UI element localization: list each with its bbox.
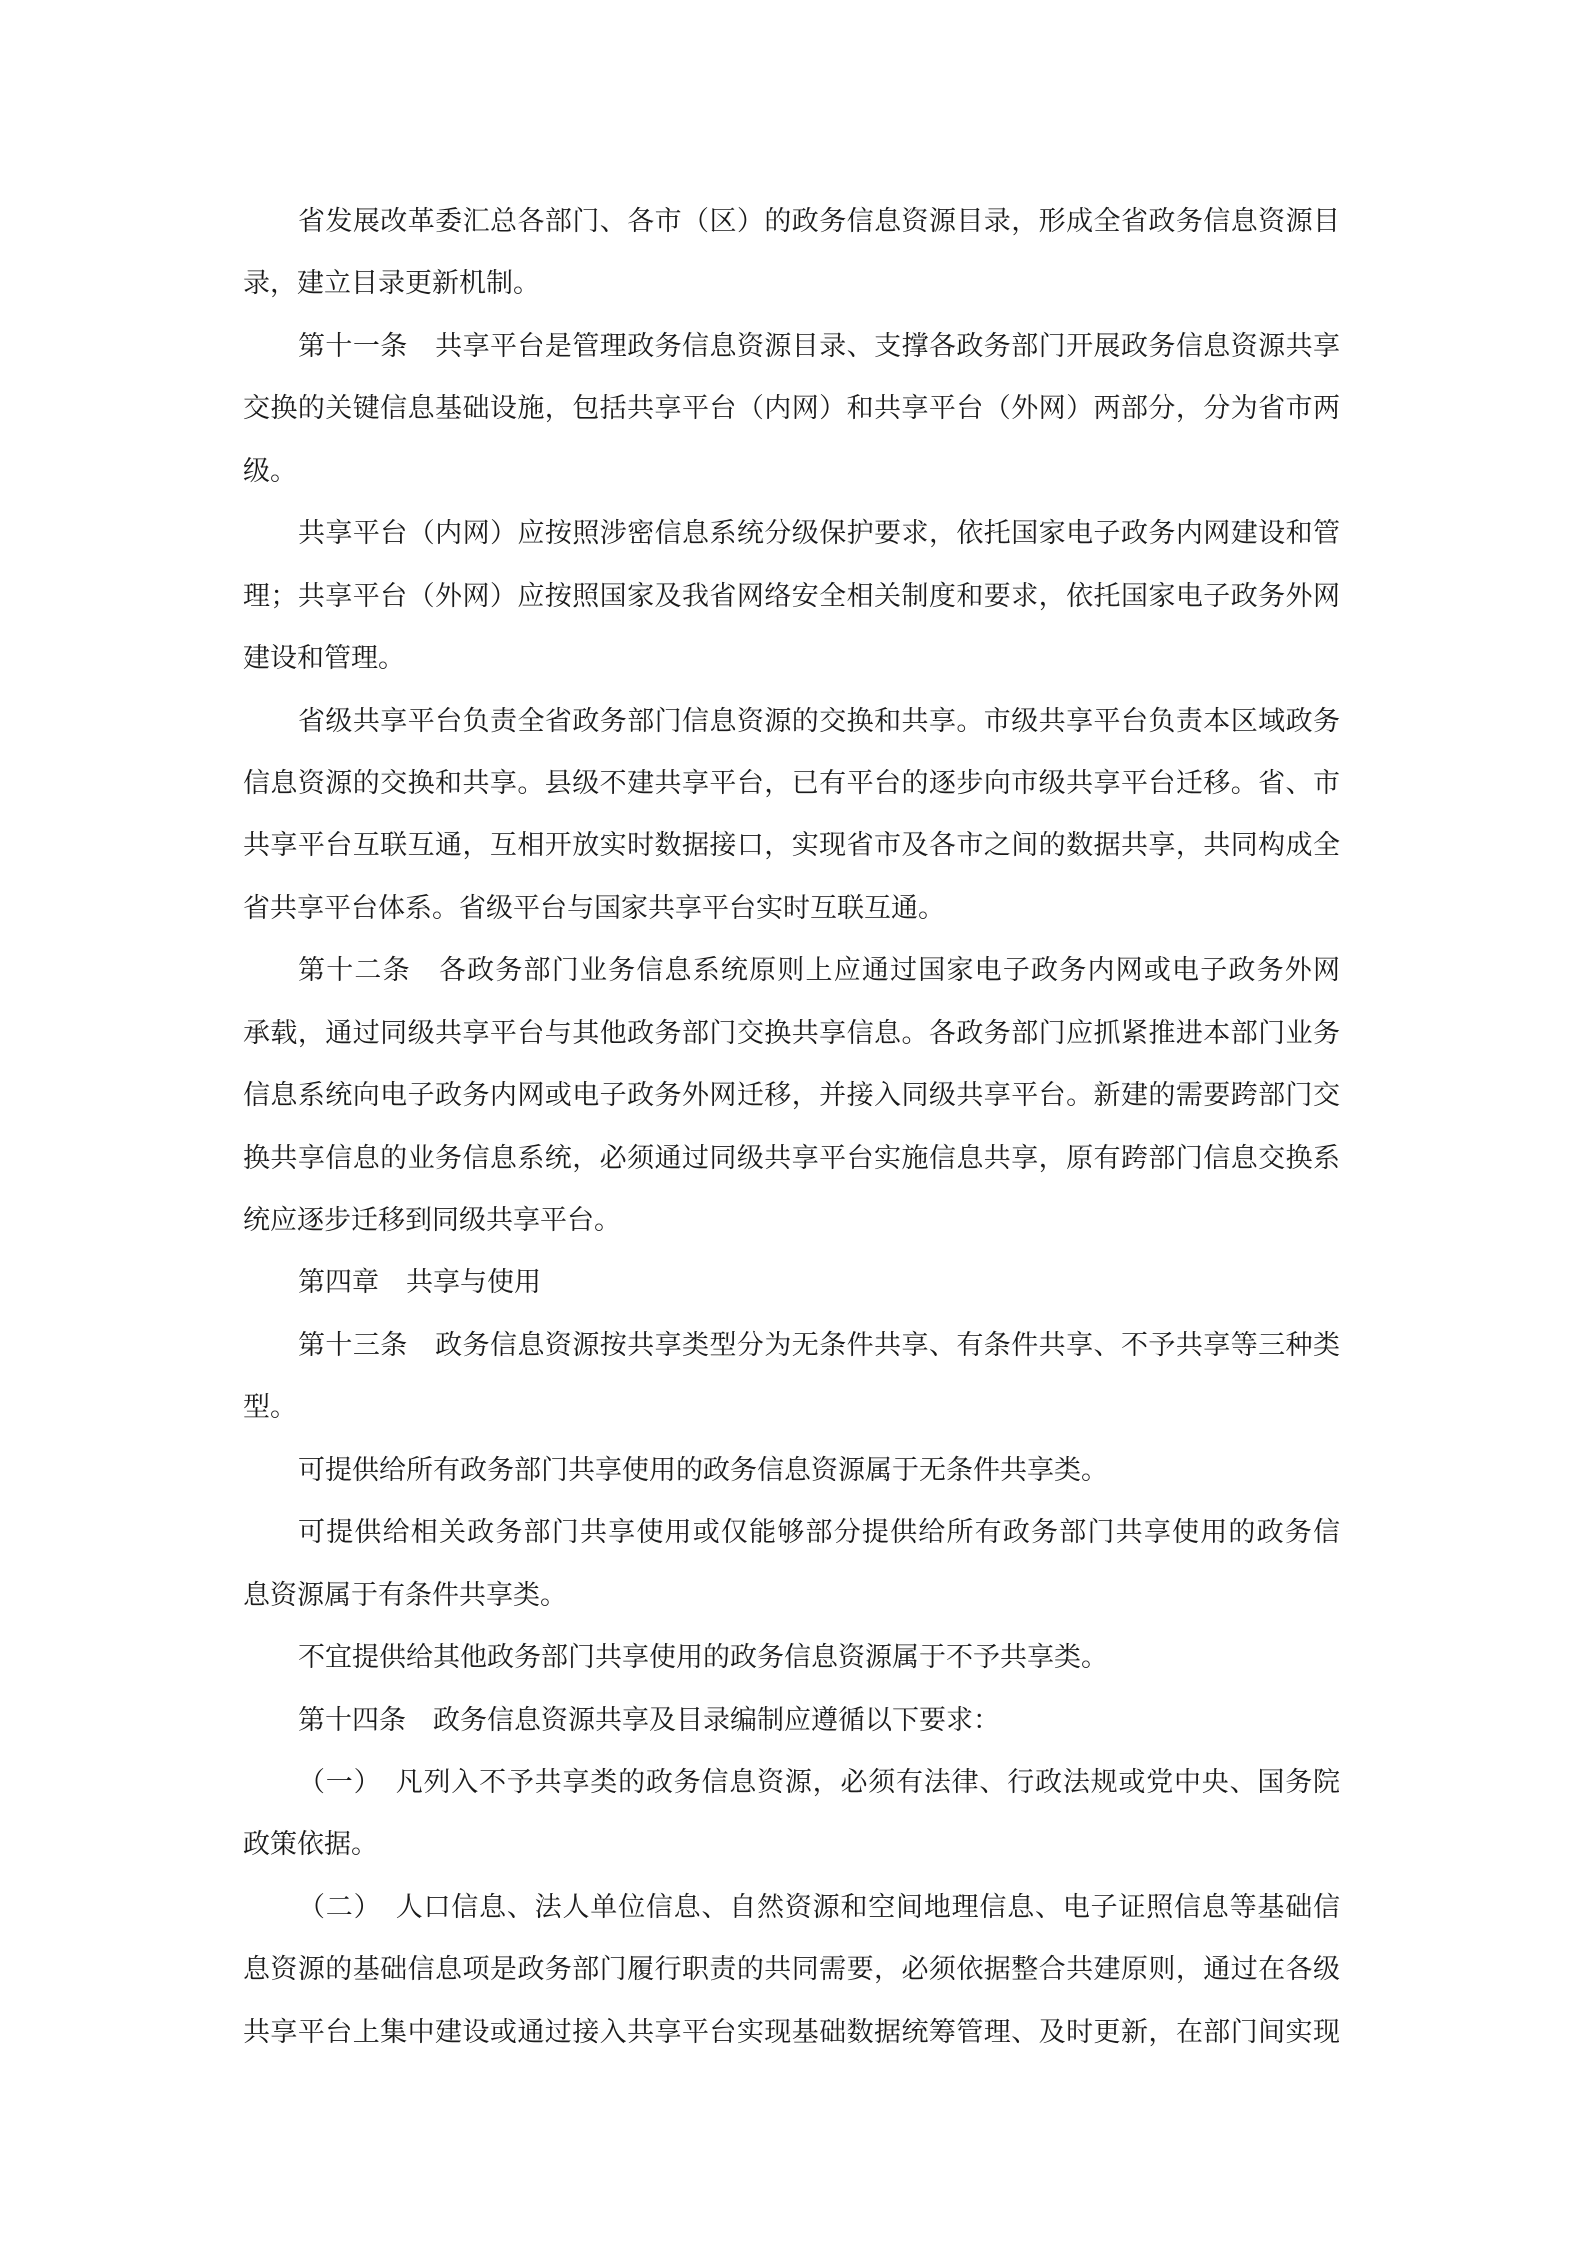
text-line-16: 换共享信息的业务信息系统，必须通过同级共享平台实施信息共享，原有跨部门信息交换系 (243, 1142, 1340, 1174)
text-line-5: 级。 (243, 455, 297, 487)
article-13-heading-line: 第十三条 政务信息资源按共享类型分为无条件共享、有条件共享、不予共享等三种类 (298, 1329, 1340, 1361)
text-line-10: 信息资源的交换和共享。县级不建共享平台，已有平台的逐步向市级共享平台迁移。省、市 (243, 767, 1340, 799)
text-line-11: 共享平台互联互通，互相开放实时数据接口，实现省市及各市之间的数据共享，共同构成全 (243, 830, 1340, 862)
article-14-heading-line: 第十四条 政务信息资源共享及目录编制应遵循以下要求： (298, 1704, 1000, 1736)
text-line-8: 建设和管理。 (243, 643, 405, 675)
text-line-24: 不宜提供给其他政务部门共享使用的政务信息资源属于不予共享类。 (298, 1642, 1108, 1674)
text-line-30: 共享平台上集中建设或通过接入共享平台实现基础数据统筹管理、及时更新，在部门间实现 (243, 2016, 1340, 2048)
article-12-heading-line: 第十二条 各政务部门业务信息系统原则上应通过国家电子政务内网或电子政务外网 (298, 955, 1340, 987)
text-line-7: 理；共享平台（外网）应按照国家及我省网络安全相关制度和要求，依托国家电子政务外网 (243, 580, 1340, 612)
text-line-21: 可提供给所有政务部门共享使用的政务信息资源属于无条件共享类。 (298, 1454, 1108, 1486)
text-line-20: 型。 (243, 1392, 297, 1424)
text-line-22: 可提供给相关政务部门共享使用或仅能够部分提供给所有政务部门共享使用的政务信 (298, 1517, 1340, 1549)
text-line-14: 承载，通过同级共享平台与其他政务部门交换共享信息。各政务部门应抓紧推进本部门业务 (243, 1017, 1340, 1049)
text-line-6: 共享平台（内网）应按照涉密信息系统分级保护要求，依托国家电子政务内网建设和管 (298, 518, 1340, 550)
body-text (243, 200, 1340, 2073)
text-line-27: 政策依据。 (243, 1829, 378, 1861)
chapter-4-heading: 第四章 共享与使用 (298, 1267, 541, 1299)
article-11-heading-line: 第十一条 共享平台是管理政务信息资源目录、支撑各政务部门开展政务信息资源共享 (298, 330, 1340, 362)
item-2-line: （二） 人口信息、法人单位信息、自然资源和空间地理信息、电子证照信息等基础信 (298, 1891, 1340, 1923)
text-line-2: 录，建立目录更新机制。 (243, 268, 540, 300)
item-1-line: （一） 凡列入不予共享类的政务信息资源，必须有法律、行政法规或党中央、国务院 (298, 1766, 1340, 1798)
text-line-4: 交换的关键信息基础设施，包括共享平台（内网）和共享平台（外网）两部分，分为省市两 (243, 393, 1340, 425)
text-line-29: 息资源的基础信息项是政务部门履行职责的共同需要，必须依据整合共建原则，通过在各级 (243, 1954, 1340, 1986)
text-line-15: 信息系统向电子政务内网或电子政务外网迁移，并接入同级共享平台。新建的需要跨部门交 (243, 1080, 1340, 1112)
text-line-12: 省共享平台体系。省级平台与国家共享平台实时互联互通。 (243, 892, 945, 924)
text-line-23: 息资源属于有条件共享类。 (243, 1579, 567, 1611)
text-line-9: 省级共享平台负责全省政务部门信息资源的交换和共享。市级共享平台负责本区域政务 (298, 705, 1340, 737)
text-line-17: 统应逐步迁移到同级共享平台。 (243, 1205, 621, 1236)
text-line-1: 省发展改革委汇总各部门、各市（区）的政务信息资源目录，形成全省政务信息资源目 (298, 206, 1340, 237)
